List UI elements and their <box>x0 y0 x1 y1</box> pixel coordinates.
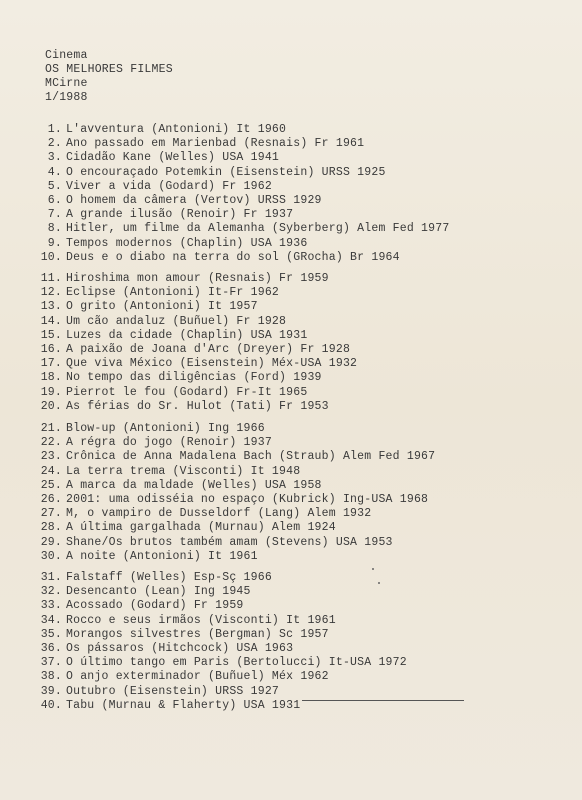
film-entry <box>38 599 464 613</box>
film-number: 34. <box>40 613 62 627</box>
film-entry <box>38 386 357 400</box>
film-title: O anjo exterminador (Buñuel) Méx 1962 <box>66 670 329 684</box>
film-title: A marca da maldade (Welles) USA 1958 <box>66 478 322 492</box>
film-entry <box>38 137 449 151</box>
film-title: No tempo das diligências (Ford) 1939 <box>66 371 322 385</box>
film-number: 6. <box>47 194 62 208</box>
film-number: 17. <box>40 357 62 371</box>
film-title: 2001: uma odisséia no espaço (Kubrick) Ing-USA 1968 <box>66 493 429 507</box>
film-title: Desencanto (Lean) Ing 1945 <box>66 585 251 599</box>
film-entry <box>38 371 357 385</box>
film-title: A régra do jogo (Renoir) 1937 <box>66 436 272 450</box>
film-number: 4. <box>47 165 62 179</box>
film-entry <box>38 550 435 564</box>
film-entry <box>38 507 435 521</box>
film-entry <box>38 329 357 343</box>
header-title: OS MELHORES FILMES <box>45 63 173 76</box>
film-entry <box>38 614 464 628</box>
film-number: 23. <box>40 450 62 464</box>
film-number: 39. <box>40 684 62 698</box>
film-number: 18. <box>40 371 62 385</box>
end-rule <box>302 699 464 701</box>
film-number: 15. <box>40 328 62 342</box>
film-title: Outubro (Eisenstein) URSS 1927 <box>66 684 280 698</box>
film-number: 11. <box>40 272 62 285</box>
film-entry <box>38 272 357 286</box>
film-title: Acossado (Godard) Fr 1959 <box>66 599 244 613</box>
film-entry <box>38 315 357 329</box>
film-number: 9. <box>47 236 62 250</box>
film-title: A paixão de Joana d'Arc (Dreyer) Fr 1928 <box>66 343 351 357</box>
film-number: 35. <box>40 627 62 641</box>
film-number: 26. <box>40 493 62 507</box>
header-date: 1/1988 <box>45 91 88 104</box>
film-title: O encouraçado Potemkin (Eisenstein) URSS 1925 <box>66 165 386 179</box>
film-entry <box>38 180 449 194</box>
film-entry <box>38 208 449 222</box>
film-title: A grande ilusão (Renoir) Fr 1937 <box>66 208 294 222</box>
film-number: 16. <box>40 343 62 357</box>
film-entry <box>38 670 464 684</box>
film-number: 22. <box>40 436 62 450</box>
film-number: 10. <box>40 250 62 264</box>
film-title: Pierrot le fou (Godard) Fr-It 1965 <box>66 385 308 399</box>
film-number: 3. <box>47 151 62 165</box>
film-title: Luzes da cidade (Chaplin) USA 1931 <box>66 328 308 342</box>
film-number: 37. <box>40 656 62 670</box>
film-number: 30. <box>40 549 62 563</box>
film-number: 38. <box>40 670 62 684</box>
film-entry <box>38 194 449 208</box>
film-entry <box>38 571 464 585</box>
film-entry <box>38 357 357 371</box>
film-entry <box>38 151 449 165</box>
film-entry <box>38 628 464 642</box>
film-number: 32. <box>40 585 62 599</box>
film-title: M, o vampiro de Dusseldorf (Lang) Alem 1932 <box>66 507 372 521</box>
film-entry <box>38 699 464 713</box>
film-title: Cidadão Kane (Welles) USA 1941 <box>66 151 280 165</box>
film-entry <box>38 343 357 357</box>
film-title: Um cão andaluz (Buñuel) Fr 1928 <box>66 314 287 328</box>
film-title: O homem da câmera (Vertov) URSS 1929 <box>66 194 322 208</box>
film-entry <box>38 479 435 493</box>
film-title: Tabu (Murnau & Flaherty) USA 1931 <box>66 698 301 712</box>
film-entry <box>38 123 449 137</box>
film-title: Que viva México (Eisenstein) Méx-USA 1932 <box>66 357 358 371</box>
film-entry <box>38 685 464 699</box>
paper-speck <box>378 582 380 584</box>
film-title: Eclipse (Antonioni) It-Fr 1962 <box>66 286 280 300</box>
film-list-group-4 <box>38 571 464 713</box>
film-title: Hiroshima mon amour (Resnais) Fr 1959 <box>66 272 329 285</box>
film-list-group-3 <box>38 422 435 564</box>
film-title: Os pássaros (Hitchcock) USA 1963 <box>66 642 294 656</box>
film-entry <box>38 465 435 479</box>
film-title: A noite (Antonioni) It 1961 <box>66 549 258 563</box>
film-number: 12. <box>40 286 62 300</box>
film-entry <box>38 422 435 436</box>
film-number: 2. <box>47 137 62 151</box>
film-title: Crônica de Anna Madalena Bach (Straub) Alem Fed 1967 <box>66 450 436 464</box>
film-number: 40. <box>40 698 62 712</box>
film-title: As férias do Sr. Hulot (Tati) Fr 1953 <box>66 399 329 413</box>
film-number: 24. <box>40 464 62 478</box>
film-title: Deus e o diabo na terra do sol (GRocha) Br 1964 <box>66 250 400 264</box>
film-number: 14. <box>40 314 62 328</box>
film-number: 13. <box>40 300 62 314</box>
film-title: Rocco e seus irmãos (Visconti) It 1961 <box>66 613 336 627</box>
film-number: 28. <box>40 521 62 535</box>
film-title: Blow-up (Antonioni) Ing 1966 <box>66 422 265 435</box>
film-title: A última gargalhada (Murnau) Alem 1924 <box>66 521 336 535</box>
film-entry <box>38 493 435 507</box>
film-entry <box>38 237 449 251</box>
film-entry <box>38 536 435 550</box>
film-number: 20. <box>40 399 62 413</box>
film-number: 5. <box>47 179 62 193</box>
film-title: Falstaff (Welles) Esp-Sç 1966 <box>66 571 272 584</box>
film-entry <box>38 656 464 670</box>
film-title: La terra trema (Visconti) It 1948 <box>66 464 301 478</box>
film-number: 21. <box>40 422 62 435</box>
film-entry <box>38 585 464 599</box>
film-number: 19. <box>40 385 62 399</box>
film-number: 25. <box>40 478 62 492</box>
header-author: MCirne <box>45 77 88 90</box>
header-category: Cinema <box>45 49 88 62</box>
film-number: 33. <box>40 599 62 613</box>
film-title: Shane/Os brutos também amam (Stevens) USA 1953 <box>66 535 393 549</box>
film-number: 36. <box>40 642 62 656</box>
film-number: 31. <box>40 571 62 584</box>
film-entry <box>38 521 435 535</box>
film-title: O grito (Antonioni) It 1957 <box>66 300 258 314</box>
film-title: L'avventura (Antonioni) It 1960 <box>66 123 287 136</box>
film-entry <box>38 642 464 656</box>
film-entry <box>38 400 357 414</box>
film-title: Morangos silvestres (Bergman) Sc 1957 <box>66 627 329 641</box>
film-entry <box>38 286 357 300</box>
film-title: Tempos modernos (Chaplin) USA 1936 <box>66 236 308 250</box>
film-title: Ano passado em Marienbad (Resnais) Fr 1961 <box>66 137 365 151</box>
film-list-group-2 <box>38 272 357 414</box>
film-number: 8. <box>47 222 62 236</box>
film-entry <box>38 436 435 450</box>
film-title: O último tango em Paris (Bertolucci) It-USA 1972 <box>66 656 407 670</box>
film-number: 29. <box>40 535 62 549</box>
film-entry <box>38 300 357 314</box>
film-entry <box>38 251 449 265</box>
film-entry <box>38 450 435 464</box>
paper-speck <box>372 568 374 570</box>
film-number: 7. <box>47 208 62 222</box>
film-number: 27. <box>40 507 62 521</box>
film-list-group-1 <box>38 123 449 265</box>
document-header <box>45 49 173 105</box>
film-entry <box>38 166 449 180</box>
film-number: 1. <box>47 123 62 136</box>
film-entry <box>38 222 449 236</box>
film-title: Viver a vida (Godard) Fr 1962 <box>66 179 272 193</box>
film-title: Hitler, um filme da Alemanha (Syberberg) Alem Fed 1977 <box>66 222 450 236</box>
